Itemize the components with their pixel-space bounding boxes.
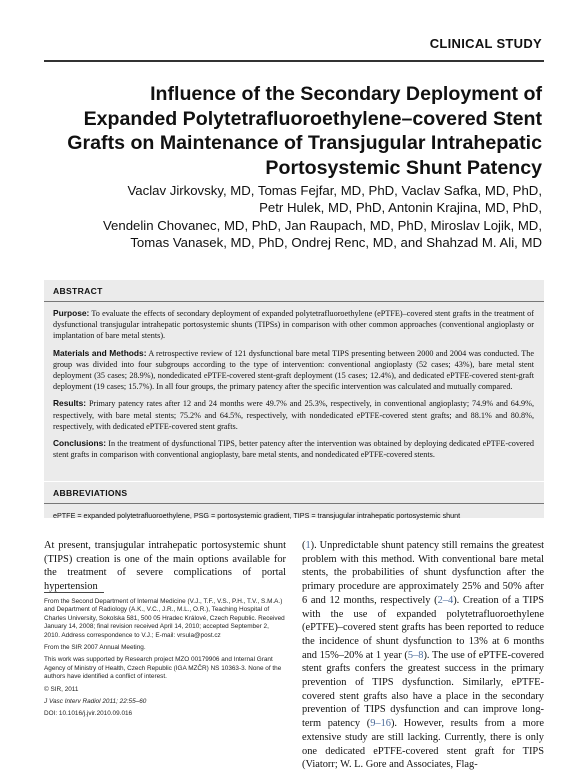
author-line: Tomas Vanasek, MD, PhD, Ondrej Renc, MD, and Shahzad M. Ali, MD — [130, 235, 542, 251]
title-line: Portosystemic Shunt Patency — [265, 156, 542, 179]
body-text: ). However, results from a more extensive study are still lacking. Currently, there is only one dedicated ePTFE-covered stent graft for TIPS (Viatorr; W. L. Gore and Associates, Flag- — [302, 718, 544, 771]
footnotes — [44, 598, 286, 723]
body-text: ). Creation of a TIPS with the use of expanded polytetrafluoroethylene (ePTFE)–covered stent grafts has been reported to reduce the incidence of shunt dysfunction to 13% at 6 months and 15%–20% at 1 year ( — [302, 594, 545, 661]
body-text: ). The use of ePTFE-covered stent grafts confers the greatest success in the primary prevention of TIPS dysfunction. Similarly, ePTFE-covered stent grafts also have a place in the secondary prevention of TIPS dysfunction and can improve long-term patency ( — [302, 649, 544, 730]
citation-link[interactable]: 1 — [305, 540, 311, 551]
body-text: ( — [302, 540, 306, 551]
title-line: Expanded Polytetrafluoroethylene–covered Stent — [83, 107, 542, 130]
abstract-heading: ABSTRACT — [53, 286, 103, 296]
body-right-column — [302, 539, 544, 772]
footnote-support: This work was supported by Research project MZO 00179906 and Internal Grant Agency of Ministry of Health, Czech Republic (IGA MZČR) NS 10363-3. None of the authors have identified a conflict of interest. — [44, 656, 282, 681]
abstract-conclusions — [53, 438, 534, 460]
author-line: Vaclav Jirkovsky, MD, Tomas Fejfar, MD, PhD, Vaclav Safka, MD, PhD, — [127, 183, 542, 198]
footnote-doi: DOI: 10.1016/j.jvir.2010.09.016 — [44, 710, 133, 718]
abstract-box — [44, 280, 544, 481]
abstract-rule — [44, 301, 544, 302]
abbreviations-text: ePTFE = expanded polytetrafluoroethylene, PSG = portosystemic gradient, TIPS = transjugular intrahepatic portosystemic shunt — [53, 511, 461, 520]
citation-link[interactable]: 9–16 — [370, 718, 391, 730]
methods-label: Materials and Methods: — [53, 347, 147, 358]
author-line: Petr Hulek, MD, PhD, Antonin Krajina, MD, PhD, — [259, 200, 542, 216]
abbreviations-rule — [44, 503, 544, 504]
methods-text: A retrospective review of 121 dysfunctional bare metal TIPS presenting between 2000 and 2004 was conducted. The group was divided into four subgroups according to the type of intervention: conventional angioplasty (52 cases; 43%), bare metal stent deployment (35 cases; 28.9%), nondedicated ePTFE-covered stent-graft deployment (15 cases; 12.4%), and dedicated ePTFE-covered stent-graft deployment (19 cases; 15.7%). In all four groups, the primary patency after the specific intervention was calculated and mutually compared. — [53, 348, 534, 392]
purpose-text: To evaluate the effects of secondary deployment of expanded polytetrafluoroethylene (ePTFE)–covered stent grafts in the treatment of dysfunctional transjugular intrahepatic portosystemic shunts (TIPSs) in comparison with other common approaches (conventional angioplasty or implantation of bare metal stents). — [53, 309, 534, 341]
abstract-methods — [53, 348, 534, 393]
abbreviations-box — [44, 482, 544, 518]
results-label: Results: — [53, 398, 87, 409]
title-line: Grafts on Maintenance of Transjugular Intrahepatic — [67, 132, 542, 154]
abstract-results — [53, 398, 534, 432]
conclusions-text: In the treatment of dysfunctional TIPS, better patency after the intervention was obtained by deploying dedicated ePTFE-covered stent grafts in comparison with conventional angioplasty, bare metal stents, and nondedicated ePTFE-covered stents. — [53, 439, 535, 460]
results-text: Primary patency rates after 12 and 24 months were 49.7% and 25.3%, respectively, in conventional angioplasty; 74.9% and 64.9%, respectively, with bare metal stents; 75.2% and 64.5%, respectively, with nondedicated ePTFE-covered stent grafts; and 88.1% and 80.8%, respectively, with dedicated ePTFE-covered stent grafts. — [53, 399, 534, 431]
author-list — [22, 182, 542, 252]
article-title — [32, 82, 542, 180]
footnote-affiliation: From the Second Department of Internal Medicine (V.J., T.F., V.S., P.H., T.V., S.M.A.) and Department of Radiology (A.K., V.C., J.R., M.L., O.R.), Teaching Hospital of Charles University, Sokolska 581, 500 05 Hradec Králové, Czech Republic. Received January 14, 2008; final revision received April 14, 2010; accepted September 2, 2010. Address correspondence to V.J.; E-mail: vrsula@post.cz — [44, 598, 285, 639]
title-line: Influence of the Secondary Deployment of — [150, 83, 542, 105]
body-text: ). Unpredictable shunt patency still remains the greatest problem with this method. With conventional bare metal stents, the probabilities of shunt dysfunction after the primary procedure are approximately 25% and 50% after 6 and 12 months, respectively ( — [302, 540, 544, 606]
footnote-journal: J Vasc Interv Radiol 2011; 22:55–60 — [44, 698, 147, 706]
footnote-meeting: From the SIR 2007 Annual Meeting. — [44, 644, 146, 652]
citation-link[interactable]: 2–4 — [437, 594, 454, 606]
abbreviations-heading: ABBREVIATIONS — [53, 488, 128, 498]
purpose-label: Purpose: — [53, 308, 90, 318]
section-label: CLINICAL STUDY — [429, 36, 542, 51]
header-rule — [44, 60, 544, 62]
abstract-purpose — [53, 308, 534, 342]
conclusions-label: Conclusions: — [53, 438, 107, 449]
author-line: Vendelin Chovanec, MD, PhD, Jan Raupach, MD, PhD, Miroslav Lojik, MD, — [102, 217, 542, 233]
body-left-column: At present, transjugular intrahepatic portosystemic shunt (TIPS) creation is one of the main options available for the treatment of severe complications of portal hypertension — [44, 540, 286, 593]
footnote-copyright: © SIR, 2011 — [44, 685, 79, 693]
footnote-rule — [44, 592, 104, 593]
citation-link[interactable]: 5–8 — [407, 649, 424, 661]
